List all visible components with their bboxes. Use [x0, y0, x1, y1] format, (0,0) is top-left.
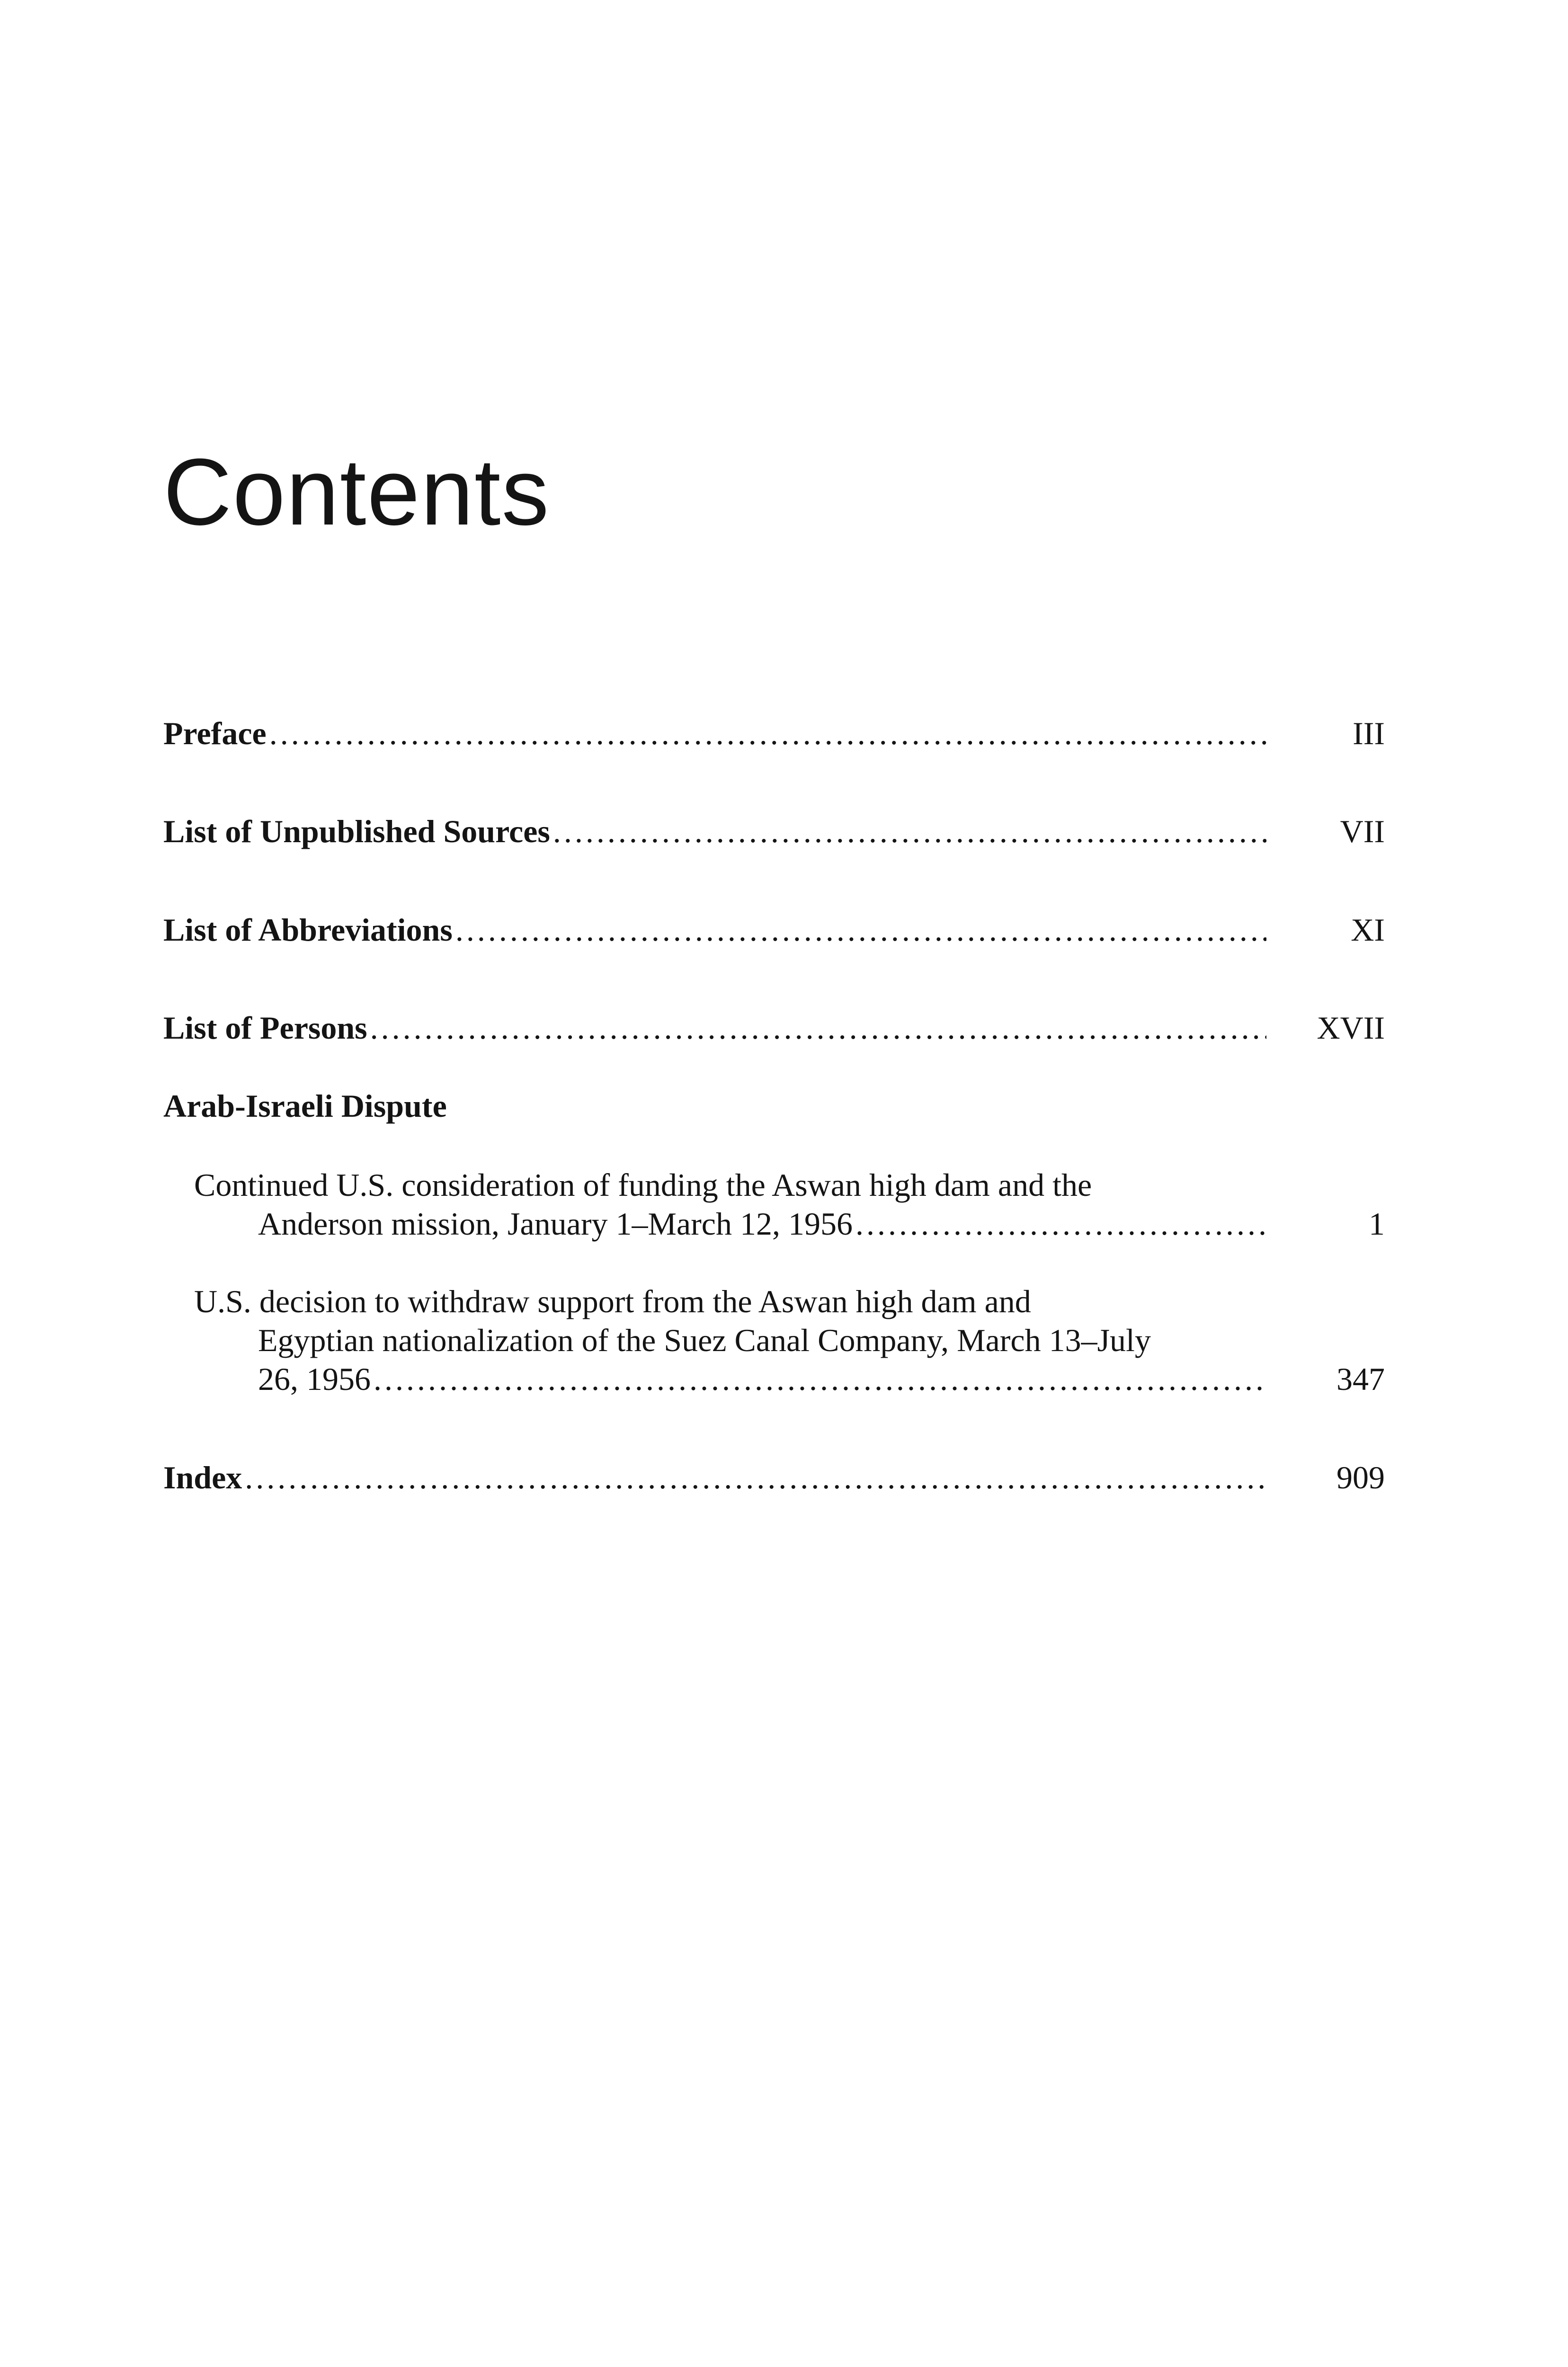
toc-subentry-aswan-funding[interactable] [194, 1166, 1385, 1243]
toc-page-number: 909 [1336, 1459, 1385, 1495]
toc-entry-index[interactable] [163, 1458, 1385, 1497]
toc-page-number: VII [1340, 813, 1385, 849]
toc-page-number: III [1353, 715, 1385, 751]
dot-leader [455, 910, 1266, 949]
subentry-line: Egyptian nationalization of the Suez Canal Company, March 13–July [258, 1322, 1151, 1358]
toc-entry-preface[interactable] [163, 714, 1385, 753]
toc-page-number: XVII [1317, 1010, 1385, 1046]
dot-leader [370, 1008, 1266, 1047]
dot-leader [374, 1360, 1266, 1398]
toc-entry-label: List of Unpublished Sources [163, 813, 550, 849]
dot-leader [553, 812, 1266, 851]
toc-entry-unpublished-sources[interactable] [163, 812, 1385, 851]
subentry-line: 26, 1956 [258, 1361, 371, 1397]
section-heading: Arab-Israeli Dispute [163, 1088, 447, 1124]
toc-entry-persons[interactable] [163, 1008, 1385, 1047]
dot-leader [269, 714, 1266, 753]
subentry-line: Anderson mission, January 1–March 12, 1956 [258, 1206, 853, 1242]
toc-page-number: 347 [1336, 1361, 1385, 1397]
subentry-last-line [194, 1204, 1385, 1243]
subentry-line: U.S. decision to withdraw support from the Aswan high dam and [194, 1283, 1031, 1319]
toc-entry-abbreviations[interactable] [163, 910, 1385, 949]
toc-entry-label: Index [163, 1459, 242, 1495]
toc-entry-label: List of Persons [163, 1010, 367, 1046]
toc-entry-label: Preface [163, 715, 267, 751]
page-title: Contents [163, 439, 550, 545]
toc-subentry-suez-nationalization[interactable] [194, 1282, 1385, 1398]
subentry-line: Continued U.S. consideration of funding the Aswan high dam and the [194, 1167, 1092, 1203]
dot-leader [855, 1204, 1266, 1243]
dot-leader [245, 1458, 1266, 1497]
subentry-last-line [194, 1360, 1385, 1398]
toc-page-number: XI [1351, 912, 1385, 948]
toc-entry-label: List of Abbreviations [163, 912, 453, 948]
toc-page-number: 1 [1369, 1206, 1385, 1242]
